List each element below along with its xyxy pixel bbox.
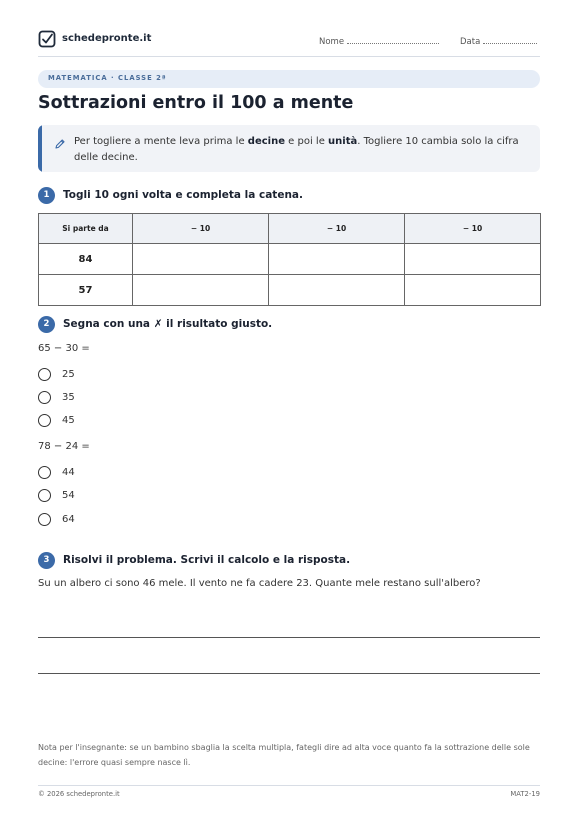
section-title — [63, 318, 272, 330]
section-number-badge: 1 — [38, 187, 55, 204]
option-label: 64 — [62, 514, 75, 525]
radio-button[interactable] — [38, 368, 51, 381]
answer-line[interactable] — [38, 673, 540, 674]
answer-cell[interactable] — [133, 275, 269, 306]
radio-button[interactable] — [38, 466, 51, 479]
date-field[interactable] — [460, 35, 537, 47]
radio-button[interactable] — [38, 414, 51, 427]
answer-cell[interactable] — [269, 275, 405, 306]
answer-cell[interactable] — [405, 244, 541, 275]
question-prompt: 78 − 24 = — [38, 441, 90, 452]
table-row — [39, 275, 541, 306]
checkbox-logo-icon — [38, 30, 56, 48]
teacher-note: Nota per l'insegnante: se un bambino sbaglia la scelta multipla, fategli dire ad alta voce quanto fa la sottrazione delle sole decine: l'errore quasi sempre nasce lì. — [38, 743, 530, 767]
tip-text — [74, 134, 530, 166]
page-title: Sottrazioni entro il 100 a mente — [38, 93, 354, 113]
answer-cell[interactable] — [405, 275, 541, 306]
column-header-start: Si parte da — [39, 214, 133, 244]
section-title: Togli 10 ogni volta e completa la catena. — [63, 189, 303, 201]
brand-name: schedepronte.it — [62, 33, 152, 44]
subject-badge — [38, 70, 540, 88]
footer-divider — [38, 785, 540, 786]
option-label: 45 — [62, 415, 75, 426]
cross-mark-icon: ✗ — [153, 318, 163, 330]
column-header-minus-10: − 10 — [405, 214, 541, 244]
date-label: Data — [460, 37, 481, 47]
tip-keyword-tens: decine — [247, 136, 285, 147]
section-title: Risolvi il problema. Scrivi il calcolo e la risposta. — [63, 554, 351, 566]
question-prompt: 65 − 30 = — [38, 343, 90, 354]
start-value-cell: 57 — [39, 275, 133, 306]
subtraction-chain-table — [38, 213, 541, 306]
page-header — [38, 30, 540, 50]
word-problem-text: Su un albero ci sono 46 mele. Il vento ne fa cadere 23. Quante mele restano sull'albero? — [38, 578, 481, 589]
tip-text-part: . Togliere 10 cambia solo la cifra delle decine. — [74, 136, 519, 163]
tip-box — [38, 125, 540, 172]
section-title-part: il risultato giusto. — [162, 318, 273, 330]
header-divider — [38, 56, 540, 57]
name-field[interactable] — [319, 35, 439, 47]
tip-text-part: e poi le — [284, 136, 329, 147]
tip-accent-bar — [38, 125, 42, 172]
answer-line[interactable] — [38, 637, 540, 638]
table-row — [39, 244, 541, 275]
answer-cell[interactable] — [269, 244, 405, 275]
radio-button[interactable] — [38, 489, 51, 502]
pencil-icon — [54, 138, 66, 150]
column-header-minus-10: − 10 — [269, 214, 405, 244]
option-label: 54 — [62, 490, 75, 501]
answer-cell[interactable] — [133, 244, 269, 275]
section-number-badge: 2 — [38, 316, 55, 333]
footer-copyright: © 2026 schedepronte.it — [38, 790, 120, 798]
section-title-part: Segna con una — [63, 318, 154, 330]
tip-text-part: Per togliere a mente leva prima le — [74, 136, 248, 147]
table-header-row — [39, 214, 541, 244]
option-label: 44 — [62, 467, 75, 478]
name-blank[interactable] — [347, 35, 439, 44]
tip-keyword-units: unità — [328, 136, 358, 147]
column-header-minus-10: − 10 — [133, 214, 269, 244]
section-number-badge: 3 — [38, 552, 55, 569]
radio-button[interactable] — [38, 513, 51, 526]
name-label: Nome — [319, 37, 345, 47]
option-label: 35 — [62, 392, 75, 403]
start-value-cell: 84 — [39, 244, 133, 275]
date-blank[interactable] — [483, 35, 537, 44]
radio-button[interactable] — [38, 391, 51, 404]
footer-code: MAT2-19 — [510, 790, 540, 798]
option-label: 25 — [62, 369, 75, 380]
subject-label: MATEMATICA · CLASSE 2ª — [48, 74, 167, 82]
